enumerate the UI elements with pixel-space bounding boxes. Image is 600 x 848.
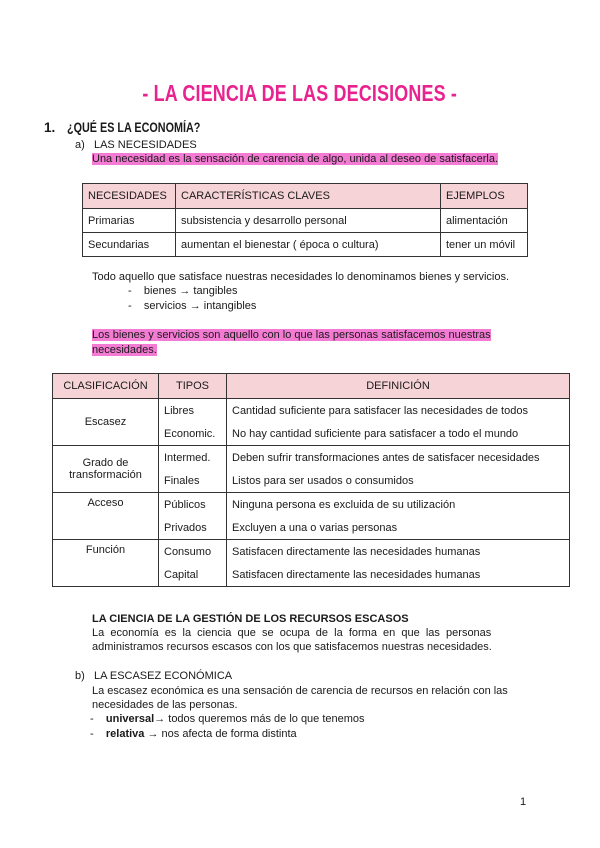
definition-cell: Listos para ser usados o consumidos bbox=[227, 469, 570, 493]
section-number: 1. bbox=[44, 120, 56, 135]
type-cell: Privados bbox=[159, 516, 227, 540]
category-cell: Escasez bbox=[53, 399, 159, 446]
subsection-a bbox=[75, 138, 197, 153]
definition-cell: Cantidad suficiente para satisfacer las necesidades de todos bbox=[227, 399, 570, 423]
header-cell: DEFINICIÓN bbox=[227, 374, 570, 399]
subsection-label: LA ESCASEZ ECONÓMICA bbox=[93, 670, 233, 682]
bullet-universal: - universal→ todos queremos más de lo que tenemos bbox=[90, 713, 365, 725]
section-title: ¿QUÉ ES LA ECONOMÍA? bbox=[66, 120, 200, 135]
table-cell: alimentación bbox=[441, 209, 528, 233]
section-heading bbox=[44, 120, 233, 135]
table-cell: Secundarias bbox=[83, 233, 176, 257]
type-cell: Finales bbox=[159, 469, 227, 493]
goods-highlight: Los bienes y servicios son aquello con lo que las personas satisfacemos nuestras necesidades. bbox=[92, 329, 491, 356]
table-cell: subsistencia y desarrollo personal bbox=[176, 209, 441, 233]
scarcity-line-1: La escasez económica es una sensación de carencia de recursos en relación con las bbox=[92, 685, 508, 697]
table-header-row bbox=[53, 374, 570, 399]
definition-cell: Satisfacen directamente las necesidades humanas bbox=[227, 540, 570, 564]
table-header-row bbox=[83, 184, 528, 209]
page-title: - LA CIENCIA DE LAS DECISIONES - bbox=[142, 80, 458, 106]
category-cell: Grado de transformación bbox=[53, 446, 159, 493]
table-row bbox=[53, 399, 570, 423]
type-cell: Capital bbox=[159, 563, 227, 587]
list-marker: a) bbox=[75, 139, 85, 151]
definition-highlight: Una necesidad es la sensación de carencia de algo, unida al deseo de satisfacerla. bbox=[92, 153, 499, 165]
header-cell: NECESIDADES bbox=[83, 184, 176, 209]
category-cell: Acceso bbox=[53, 493, 159, 540]
type-cell: Públicos bbox=[159, 493, 227, 517]
type-cell: Economic. bbox=[159, 422, 227, 446]
type-cell: Libres bbox=[159, 399, 227, 423]
science-heading: LA CIENCIA DE LA GESTIÓN DE LOS RECURSOS ESCASOS bbox=[92, 613, 409, 625]
category-cell: Función bbox=[53, 540, 159, 587]
scarcity-line-2: necesidades de las personas. bbox=[92, 699, 238, 711]
needs-table bbox=[82, 183, 528, 257]
bullet-relative: - relativa → nos afecta de forma distinta bbox=[90, 728, 297, 740]
definition-cell: Deben sufrir transformaciones antes de satisfacer necesidades bbox=[227, 446, 570, 470]
table-cell: aumentan el bienestar ( época o cultura) bbox=[176, 233, 441, 257]
science-line-2: administramos recursos escasos con los que satisfacemos nuestras necesidades. bbox=[92, 641, 492, 653]
header-cell: EJEMPLOS bbox=[441, 184, 528, 209]
type-cell: Consumo bbox=[159, 540, 227, 564]
table-cell: Primarias bbox=[83, 209, 176, 233]
table-row bbox=[53, 446, 570, 470]
classification-table bbox=[52, 373, 570, 587]
bullet-goods: - bienes → tangibles bbox=[128, 285, 238, 297]
definition-cell: No hay cantidad suficiente para satisfacer a todo el mundo bbox=[227, 422, 570, 446]
subsection-label: LAS NECESIDADES bbox=[93, 139, 197, 151]
table-row bbox=[53, 540, 570, 564]
definition-cell: Satisfacen directamente las necesidades humanas bbox=[227, 563, 570, 587]
table-row bbox=[53, 493, 570, 517]
page-number: 1 bbox=[520, 796, 527, 808]
type-cell: Intermed. bbox=[159, 446, 227, 470]
header-cell: CLASIFICACIÓN bbox=[53, 374, 159, 399]
table-row bbox=[83, 209, 528, 233]
bullet-services: - servicios → intangibles bbox=[128, 300, 257, 312]
science-line-1: La economía es la ciencia que se ocupa de la forma en que las personas bbox=[92, 627, 492, 639]
list-marker: b) bbox=[75, 670, 85, 682]
definition-cell: Ninguna persona es excluida de su utilización bbox=[227, 493, 570, 517]
header-cell: TIPOS bbox=[159, 374, 227, 399]
table-row bbox=[83, 233, 528, 257]
definition-cell: Excluyen a una o varias personas bbox=[227, 516, 570, 540]
goods-intro: Todo aquello que satisface nuestras necesidades lo denominamos bienes y servicios. bbox=[92, 271, 510, 283]
header-cell: CARACTERÍSTICAS CLAVES bbox=[176, 184, 441, 209]
table-cell: tener un móvil bbox=[441, 233, 528, 257]
subsection-b bbox=[75, 669, 232, 684]
